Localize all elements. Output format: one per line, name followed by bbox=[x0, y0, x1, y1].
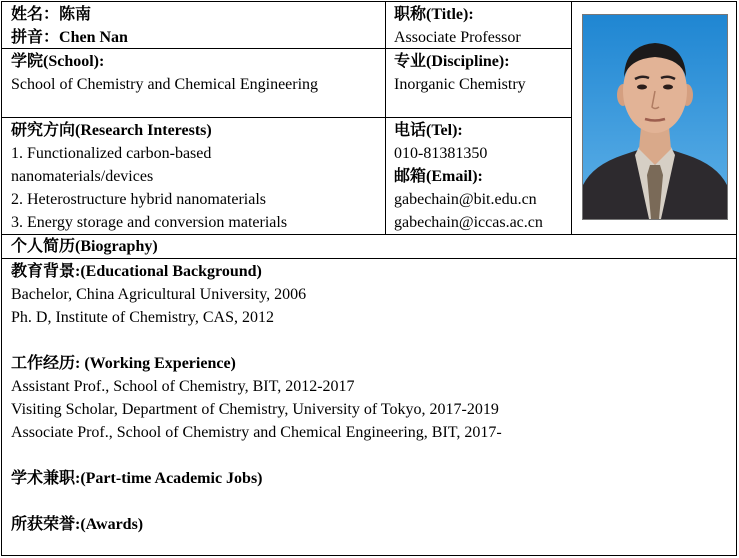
title-label: 职称(Title): bbox=[394, 6, 474, 23]
name-line bbox=[11, 3, 128, 26]
work-item: Assistant Prof., School of Chemistry, BIT, 2012-2017 bbox=[11, 378, 355, 395]
divider-row-4 bbox=[1, 258, 737, 259]
education-label: 教育背景:(Educational Background) bbox=[11, 263, 262, 280]
profile-photo bbox=[582, 14, 728, 220]
work-label: 工作经历: (Working Experience) bbox=[11, 355, 236, 372]
research-cell bbox=[11, 119, 287, 234]
email-link[interactable]: gabechain@iccas.ac.cn bbox=[394, 214, 543, 231]
research-label: 研究方向(Research Interests) bbox=[11, 122, 212, 139]
spacer bbox=[11, 444, 502, 467]
biography-header bbox=[11, 235, 158, 258]
name-label: 姓名： bbox=[11, 6, 60, 23]
tel-label: 电话(Tel): bbox=[394, 122, 463, 139]
awards-label: 所获荣誉:(Awards) bbox=[11, 516, 144, 533]
title-value: Associate Professor bbox=[394, 29, 521, 46]
work-item: Associate Prof., School of Chemistry and Chemical Engineering, BIT, 2017- bbox=[11, 424, 502, 441]
title-cell bbox=[394, 3, 521, 49]
name-value: 陈南 bbox=[59, 6, 92, 23]
biography-body bbox=[11, 260, 502, 536]
research-item: 2. Heterostructure hybrid nanomaterials bbox=[11, 191, 267, 208]
divider-row-2 bbox=[1, 117, 572, 118]
name-cell bbox=[11, 3, 128, 49]
work-item: Visiting Scholar, Department of Chemistry, University of Tokyo, 2017-2019 bbox=[11, 401, 499, 418]
pinyin-label: 拼音： bbox=[11, 29, 60, 46]
pinyin-line bbox=[11, 26, 128, 49]
portrait-image bbox=[583, 15, 727, 219]
parttime-label: 学术兼职:(Part-time Academic Jobs) bbox=[11, 470, 263, 487]
research-item: 3. Energy storage and conversion materials bbox=[11, 214, 288, 231]
education-item: Ph. D, Institute of Chemistry, CAS, 2012 bbox=[11, 309, 274, 326]
email-link[interactable]: gabechain@bit.edu.cn bbox=[394, 191, 537, 208]
spacer bbox=[11, 329, 502, 352]
school-label: 学院(School): bbox=[11, 53, 105, 70]
spacer bbox=[11, 490, 502, 513]
school-cell bbox=[11, 50, 318, 96]
email-label: 邮箱(Email): bbox=[394, 168, 483, 185]
education-item: Bachelor, China Agricultural University, 2006 bbox=[11, 286, 307, 303]
contact-cell bbox=[394, 119, 543, 234]
discipline-value: Inorganic Chemistry bbox=[394, 76, 526, 93]
tel-value: 010-81381350 bbox=[394, 145, 488, 162]
research-item: nanomaterials/devices bbox=[11, 168, 154, 185]
discipline-cell bbox=[394, 50, 526, 96]
pinyin-value: Chen Nan bbox=[59, 29, 128, 46]
discipline-label: 专业(Discipline): bbox=[394, 53, 510, 70]
research-item: 1. Functionalized carbon-based bbox=[11, 145, 212, 162]
school-value: School of Chemistry and Chemical Engineering bbox=[11, 76, 319, 93]
biography-label: 个人简历(Biography) bbox=[11, 238, 158, 255]
